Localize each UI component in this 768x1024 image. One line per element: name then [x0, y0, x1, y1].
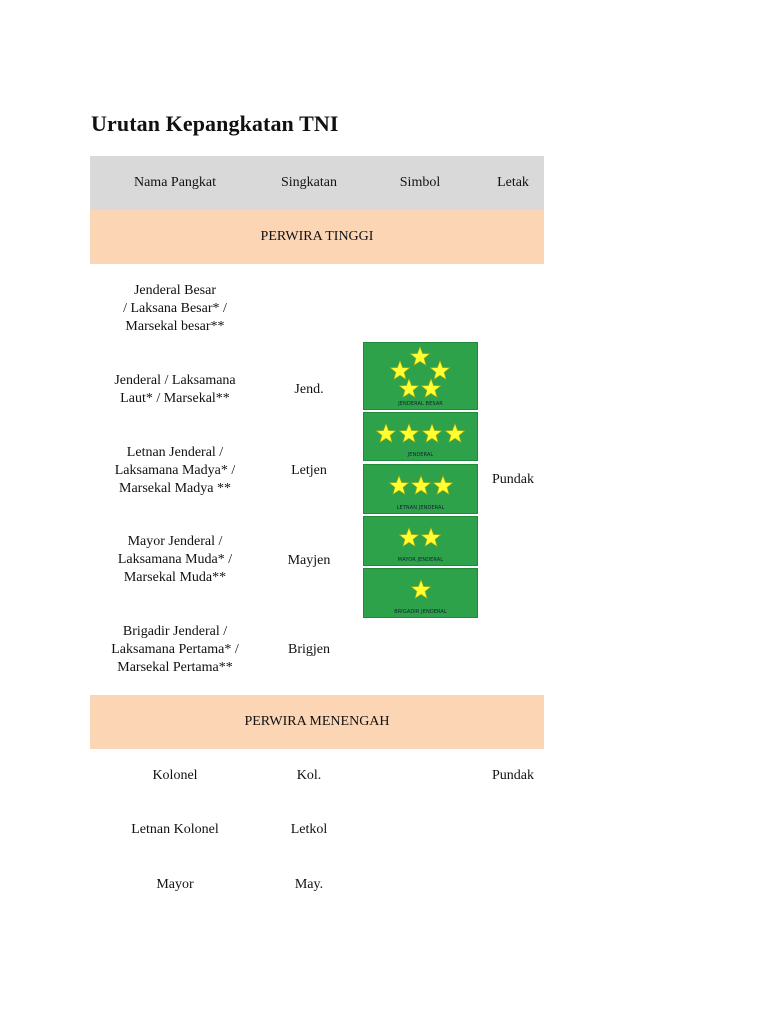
star-icon: [399, 379, 418, 397]
table-row-singkatan: Brigjen: [288, 642, 330, 657]
table-row-nama: Jenderal Besar / Laksana Besar* / Marsekal besar**: [123, 283, 227, 334]
star-icon: [399, 528, 418, 546]
insignia-brigadir-jenderal: BRIGADIR JENDERAL: [363, 568, 478, 618]
table-row-nama: Mayor: [156, 877, 194, 892]
table-row-letak: Pundak: [492, 768, 534, 783]
section-perwira-tinggi: PERWIRA TINGGI: [90, 210, 544, 264]
star-icon: [433, 476, 452, 494]
table-row-singkatan: May.: [294, 877, 324, 892]
star-icon: [390, 361, 409, 379]
table-row-nama: Letnan Jenderal / Laksamana Madya* / Marsekal Madya **: [114, 445, 236, 496]
table-row-nama: Brigadir Jenderal / Laksamana Pertama* / Marsekal Pertama**: [111, 624, 239, 675]
table-row-nama: Mayor Jenderal / Laksamana Muda* / Marsekal Muda**: [117, 534, 233, 585]
table-row-singkatan: Jend.: [294, 382, 324, 397]
star-icon: [399, 424, 418, 442]
insignia-letnan-jenderal: LETNAN JENDERAL: [363, 464, 478, 514]
star-icon: [411, 476, 430, 494]
section-perwira-menengah: PERWIRA MENENGAH: [90, 695, 544, 749]
table-row-nama: Letnan Kolonel: [131, 822, 219, 837]
star-icon: [410, 347, 429, 365]
star-icon: [430, 361, 449, 379]
star-icon: [421, 379, 440, 397]
table-header: [90, 156, 544, 210]
table-row-singkatan: Mayjen: [287, 553, 331, 568]
star-icon: [445, 424, 464, 442]
page-title: Urutan Kepangkatan TNI: [91, 111, 339, 136]
star-icon: [411, 580, 430, 598]
header-nama-pangkat: Nama Pangkat: [133, 175, 217, 190]
header-letak: Letak: [497, 175, 529, 190]
letak-pundak: Pundak: [492, 472, 534, 487]
header-singkatan: Singkatan: [281, 175, 337, 190]
table-row-nama: Kolonel: [152, 768, 198, 783]
table-row-nama: Jenderal / Laksamana Laut* / Marsekal**: [114, 373, 236, 406]
star-icon: [421, 528, 440, 546]
insignia-jenderal: JENDERAL: [363, 412, 478, 461]
table-row-singkatan: Letkol: [290, 822, 328, 837]
star-icon: [422, 424, 441, 442]
table-row-singkatan: Kol.: [296, 768, 322, 783]
header-simbol: Simbol: [399, 175, 441, 190]
insignia-mayor-jenderal: MAYOR JENDERAL: [363, 516, 478, 566]
table-row-singkatan: Letjen: [291, 463, 327, 478]
star-icon: [376, 424, 395, 442]
star-icon: [389, 476, 408, 494]
five-stars-icon: [364, 343, 477, 409]
insignia-jenderal-besar: JENDERAL BESAR: [363, 342, 478, 410]
